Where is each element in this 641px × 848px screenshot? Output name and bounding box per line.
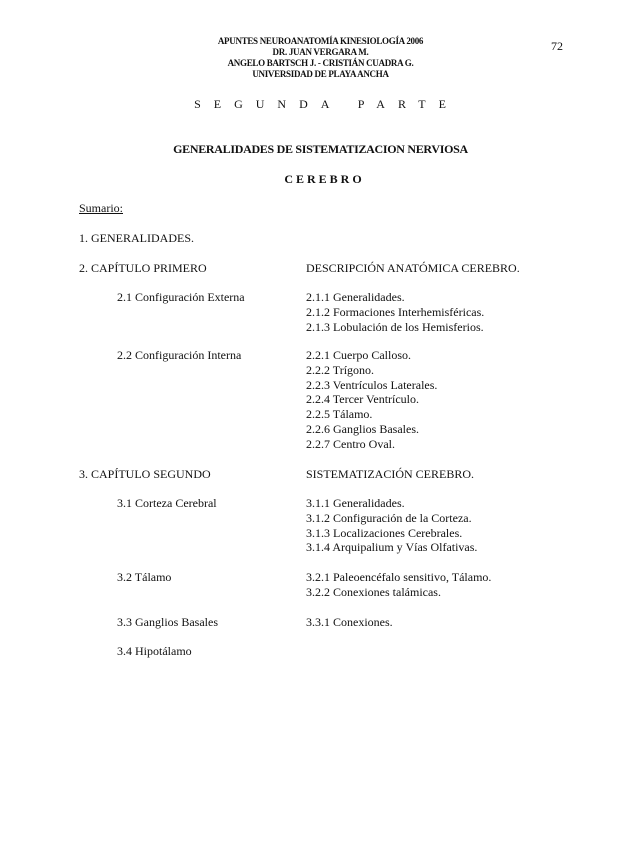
section-3-1-items [306,496,477,555]
toc-generalidades: 1. GENERALIDADES. [79,231,194,245]
toc-item: 3.1.3 Localizaciones Cerebrales. [306,525,463,540]
toc-item: 2.2.7 Centro Oval. [306,436,395,451]
document-header [0,36,641,80]
header-line-1: APUNTES NEUROANATOMÍA KINESIOLOGÍA 2006 [217,36,424,46]
chapter-2-label: 3. CAPÍTULO SEGUNDO [79,467,211,481]
section-3-1-label: 3.1 Corteza Cerebral [117,496,217,510]
section-3-4-label: 3.4 Hipotálamo [117,644,192,658]
header-line-2: DR. JUAN VERGARA M. [272,47,369,57]
toc-item: 2.1.1 Generalidades. [306,290,405,304]
main-title: GENERALIDADES DE SISTEMATIZACION NERVIOSA [173,142,468,156]
toc-item: 2.2.3 Ventrículos Laterales. [306,377,438,392]
page-number: 72 [551,39,563,53]
section-2-2-items [306,348,437,452]
part-title: SEGUNDA PARTE [194,97,459,111]
toc-item: 2.2.6 Ganglios Basales. [306,421,419,436]
section-2-1-label: 2.1 Configuración Externa [117,290,245,304]
section-3-3-items [306,615,393,630]
toc-item: 2.2.1 Cuerpo Calloso. [306,348,411,362]
section-3-2-label: 3.2 Tálamo [117,570,172,584]
toc-item: 3.1.2 Configuración de la Corteza. [306,510,472,525]
chapter-1-label: 2. CAPÍTULO PRIMERO [79,261,207,275]
section-3-2-items [306,570,491,600]
toc-item: 3.1.4 Arquipalium y Vías Olfativas. [306,540,478,555]
toc-item: 2.2.4 Tercer Ventrículo. [306,392,420,407]
header-line-3: ANGELO BARTSCH J. - CRISTIÁN CUADRA G. [227,58,414,68]
toc-item: 2.2.2 Trígono. [306,362,375,377]
summary-label: Sumario: [79,201,123,215]
toc-item: 2.1.2 Formaciones Interhemisféricas. [306,304,485,319]
toc-item: 2.2.5 Tálamo. [306,407,373,422]
toc-item: 3.2.2 Conexiones talámicas. [306,584,441,599]
chapter-1-description: DESCRIPCIÓN ANATÓMICA CEREBRO. [306,261,520,275]
section-2-2-label: 2.2 Configuración Interna [117,348,242,362]
toc-item: 3.1.1 Generalidades. [306,496,405,510]
header-line-4: UNIVERSIDAD DE PLAYA ANCHA [252,69,389,79]
section-2-1-items [306,290,484,334]
toc-item: 3.3.1 Conexiones. [306,615,393,629]
toc-item: 2.1.3 Lobulación de los Hemisferios. [306,319,484,334]
sub-title: CEREBRO [284,172,365,186]
chapter-2-description: SISTEMATIZACIÓN CEREBRO. [306,467,475,481]
section-3-3-label: 3.3 Ganglios Basales [117,615,218,629]
toc-item: 3.2.1 Paleoencéfalo sensitivo, Tálamo. [306,570,492,584]
